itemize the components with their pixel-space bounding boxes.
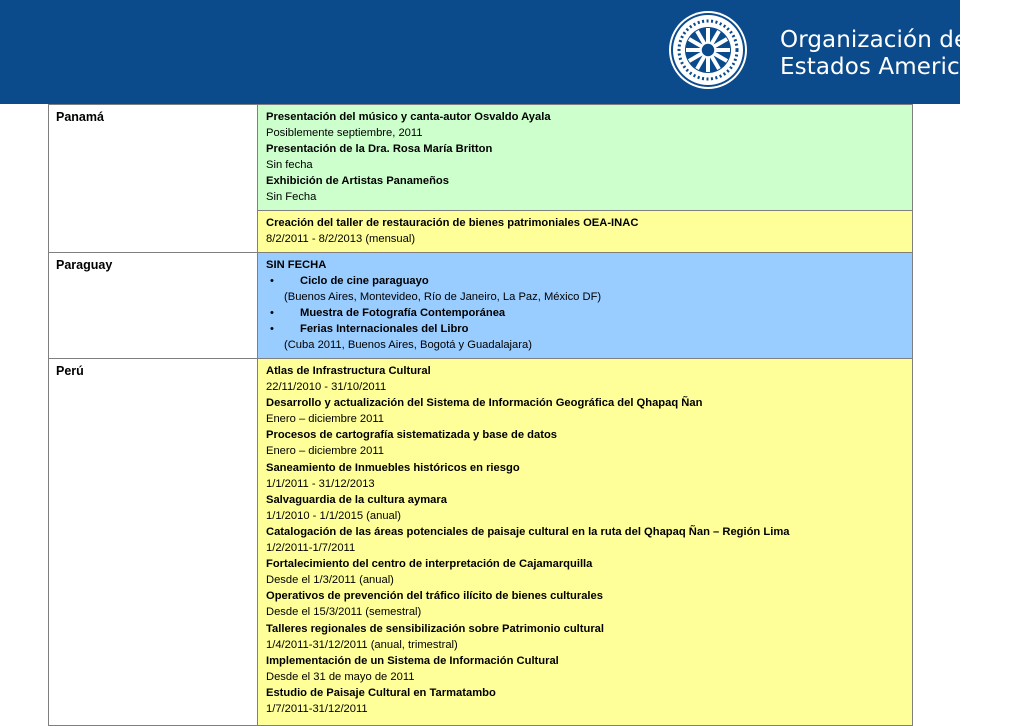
- country-cell: [49, 253, 258, 359]
- activity-title: Salvaguardia de la cultura aymara: [266, 493, 447, 506]
- activities-cell: [258, 105, 913, 211]
- activity-date: 1/7/2011-31/12/2011: [266, 702, 368, 715]
- activity-title: Estudio de Paisaje Cultural en Tarmatambo: [266, 686, 496, 699]
- country-name: Panamá: [56, 110, 104, 124]
- activity-date: 1/1/2011 - 31/12/2013: [266, 477, 375, 490]
- projects-table: [48, 104, 913, 726]
- activity-title: Exhibición de Artistas Panameños: [266, 175, 449, 188]
- activity-title: Desarrollo y actualización del Sistema de Información Geográfica del Qhapaq Ñan: [266, 397, 703, 410]
- table-row-panama: [49, 105, 913, 211]
- organization-name: [780, 27, 1015, 81]
- activity-date: 8/2/2011 - 8/2/2013 (mensual): [266, 233, 416, 246]
- activity-title: Atlas de Infrastructura Cultural: [266, 365, 431, 377]
- activity-date: Desde el 31 de mayo de 2011: [266, 670, 415, 683]
- list-item-label: Ferias Internacionales del Libro: [300, 323, 469, 336]
- activity-date: 1/2/2011-1/7/2011: [266, 542, 356, 555]
- bullet-dot-icon: •: [270, 323, 274, 336]
- country-cell: [49, 105, 258, 253]
- header-bar: [0, 0, 1015, 104]
- country-name: Perú: [56, 364, 84, 378]
- list-item-note: (Buenos Aires, Montevideo, Río de Janeiro, La Paz, México DF): [284, 291, 602, 304]
- activity-date: Enero – diciembre 2011: [266, 445, 384, 458]
- activity-title: Presentación del músico y canta-autor Osvaldo Ayala: [266, 111, 551, 123]
- oas-seal-icon: [668, 10, 748, 90]
- list-item-note: (Cuba 2011, Buenos Aires, Bogotá y Guadalajara): [284, 339, 532, 352]
- activity-date: Posiblemente septiembre, 2011: [266, 127, 423, 140]
- activity-date: Desde el 15/3/2011 (semestral): [266, 606, 422, 619]
- org-name-line1: Organización de los: [780, 27, 1009, 53]
- table-row-paraguay: [49, 253, 913, 359]
- country-cell: [49, 359, 258, 726]
- activity-date: 22/11/2010 - 31/10/2011: [266, 381, 387, 394]
- activity-date: Enero – diciembre 2011: [266, 413, 384, 426]
- activity-title: Implementación de un Sistema de Información Cultural: [266, 654, 559, 667]
- activity-date: Desde el 1/3/2011 (anual): [266, 574, 394, 587]
- country-name: Paraguay: [56, 258, 113, 272]
- bullet-dot-icon: •: [270, 275, 274, 288]
- activities-cell: [258, 253, 913, 359]
- activity-title: Saneamiento de Inmuebles históricos en riesgo: [266, 461, 520, 474]
- activity-title: Presentación de la Dra. Rosa María Britton: [266, 143, 493, 156]
- activity-title: Operativos de prevención del tráfico ilícito de bienes culturales: [266, 590, 603, 603]
- table-row-peru: [49, 359, 913, 726]
- activity-title: Creación del taller de restauración de bienes patrimoniales OEA-INAC: [266, 217, 639, 229]
- activity-date: 1/4/2011-31/12/2011 (anual, trimestral): [266, 638, 458, 651]
- date-header: SIN FECHA: [266, 259, 327, 271]
- list-item: [266, 273, 912, 289]
- list-item-label: Ciclo de cine paraguayo: [300, 275, 429, 288]
- activity-date: Sin fecha: [266, 159, 313, 172]
- org-name-line2: Estados Americanos: [780, 54, 1015, 80]
- activity-title: Catalogación de las áreas potenciales de paisaje cultural en la ruta del Qhapaq Ñan – Región Lima: [266, 525, 790, 538]
- activities-cell: [258, 359, 913, 726]
- list-item: [266, 321, 912, 337]
- activities-cell: [258, 211, 913, 253]
- list-item-label: Muestra de Fotografía Contemporánea: [300, 307, 506, 320]
- activity-title: Procesos de cartografía sistematizada y base de datos: [266, 429, 557, 442]
- bullet-dot-icon: •: [270, 307, 274, 320]
- activity-date: 1/1/2010 - 1/1/2015 (anual): [266, 509, 401, 522]
- activity-title: Fortalecimiento del centro de interpretación de Cajamarquilla: [266, 558, 593, 571]
- activity-title: Talleres regionales de sensibilización sobre Patrimonio cultural: [266, 622, 605, 635]
- list-item: [266, 305, 912, 321]
- activity-date: Sin Fecha: [266, 191, 317, 204]
